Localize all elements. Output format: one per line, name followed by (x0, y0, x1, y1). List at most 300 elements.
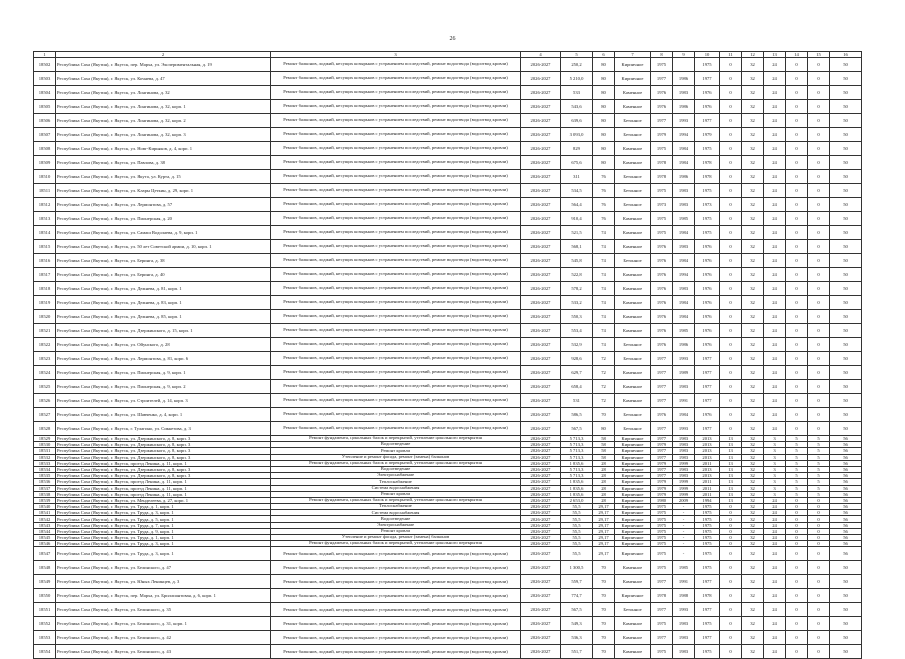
table-cell: 1989 (673, 366, 695, 380)
table-cell: 1994 (673, 268, 695, 282)
table-cell: 72 (593, 394, 615, 408)
column-header-15: 15 (808, 52, 830, 58)
table-cell: 928,6 (561, 352, 593, 366)
table-cell: Республика Саха (Якутия), г. Якутск, ул. Кочнева, д. 47 (56, 72, 271, 86)
table-cell: 55,5 (561, 510, 593, 516)
table-cell: 70 (593, 408, 615, 422)
table-cell: 56 (830, 448, 862, 454)
table-cell: 0 (720, 352, 742, 366)
table-cell: 5 (786, 442, 808, 448)
table-cell: Республика Саха (Якутия), г. Якутск, ул. Труда, д. 9, корп. 1 (56, 528, 271, 534)
table-cell: 50 (830, 380, 862, 394)
table-cell: Республика Саха (Якутия), г. Якутск, ул. Дежнева, д. 81, корп. 1 (56, 282, 271, 296)
table-cell: 24 (764, 254, 786, 268)
table-cell: Республика Саха (Якутия), г. Якутск, проезд Ленина, д. 11, корп. 1 (56, 460, 271, 466)
table-row (34, 296, 862, 310)
table-cell: 0 (786, 516, 808, 522)
table-cell: 578,2 (561, 282, 593, 296)
table-cell: Бетонное (615, 114, 651, 128)
table-cell: 0 (720, 631, 742, 645)
table-cell: 0 (808, 282, 830, 296)
table-cell: 32 (742, 366, 764, 380)
table-cell: 1977 (695, 114, 720, 128)
table-row (34, 184, 862, 198)
table-cell: 1979 (651, 491, 673, 497)
table-cell: Республика Саха (Якутия), г. Якутск, ул. Труда, д. 1, корп. 1 (56, 535, 271, 541)
table-cell: 13 (720, 497, 742, 503)
table-cell: Ремонт балконов, лоджий, несущих козырьков с устранением последствий, ремонт водоотвода (водоотвод кровли) (271, 282, 521, 296)
table-cell: 0 (808, 522, 830, 528)
table-cell: 0 (720, 170, 742, 184)
table-row (34, 58, 862, 72)
table-cell: 1 835,6 (561, 479, 593, 485)
table-cell: 24 (764, 497, 786, 503)
table-cell: 32 (742, 473, 764, 479)
table-cell: 80 (593, 128, 615, 142)
table-cell: 2026-2027 (521, 466, 561, 472)
table-cell: 0 (786, 72, 808, 86)
table-cell: Республика Саха (Якутия), г. Якутск, ул. Лонгинова, д. 32 (56, 86, 271, 100)
table-cell: 1976 (651, 296, 673, 310)
table-cell: 5 (808, 460, 830, 466)
table-cell: 24 (764, 617, 786, 631)
table-cell: Республика Саха (Якутия), г. Якутск, ул. Дзержинского, д. 8, корп. 3 (56, 466, 271, 472)
table-cell: 18518 (34, 282, 56, 296)
table-cell: 0 (808, 100, 830, 114)
table-cell: 0 (808, 254, 830, 268)
table-cell: 50 (830, 254, 862, 268)
table-cell: 0 (786, 528, 808, 534)
table-cell: 32 (742, 575, 764, 589)
table-cell: 1983 (673, 436, 695, 442)
table-cell: 2026-2027 (521, 460, 561, 466)
table-cell: Бетонное (615, 408, 651, 422)
table-cell: 24 (764, 184, 786, 198)
table-cell: 0 (808, 156, 830, 170)
table-cell: 0 (720, 268, 742, 282)
table-cell: Республика Саха (Якутия), г. Якутск, ул. Лермонтова, д. 57 (56, 198, 271, 212)
table-cell: Республика Саха (Якутия), г. Якутск, ул. Дзержинского, д. 8, корп. 3 (56, 436, 271, 442)
table-cell: 1986 (673, 338, 695, 352)
table-cell: 0 (786, 510, 808, 516)
table-cell: 5 (786, 466, 808, 472)
table-cell: Республика Саха (Якутия), г. Якутск, ул. Менделеева, д. 27, корп. 1 (56, 497, 271, 503)
table-cell: Водоотведение (271, 516, 521, 522)
table-cell: 56 (830, 436, 862, 442)
table-cell: 18534 (34, 466, 56, 472)
table-cell: 32 (742, 510, 764, 516)
table-cell: 5 (808, 491, 830, 497)
table-cell: 531 (561, 394, 593, 408)
table-cell: 0 (808, 268, 830, 282)
table-cell: 56 (830, 466, 862, 472)
table-cell: 50 (830, 394, 862, 408)
column-header-12: 12 (742, 52, 764, 58)
table-cell: 32 (742, 58, 764, 72)
table-cell: Каменное (615, 86, 651, 100)
table-cell: Водоотведение (271, 466, 521, 472)
table-cell: 1975 (651, 535, 673, 541)
table-cell: 18531 (34, 448, 56, 454)
table-cell: Электроснабжение (271, 473, 521, 479)
table-row (34, 254, 862, 268)
table-cell: 1975 (695, 212, 720, 226)
column-header-16: 16 (830, 52, 862, 58)
table-cell: Ремонт балконов, лоджий, несущих козырьков с устранением последствий, ремонт водоотвода (водоотвод кровли) (271, 226, 521, 240)
table-cell: 76 (593, 184, 615, 198)
table-cell: 50 (830, 282, 862, 296)
column-header-9: 9 (673, 52, 695, 58)
table-cell: 0 (720, 528, 742, 534)
table-cell: 24 (764, 310, 786, 324)
table-cell: Утепление и ремонт фасада, ремонт (замена) балконов (271, 454, 521, 460)
table-cell: 545,8 (561, 254, 593, 268)
table-cell: 1977 (695, 72, 720, 86)
table-cell: 1984 (673, 408, 695, 422)
table-cell: 2026-2027 (521, 408, 561, 422)
table-cell: 29,17 (593, 541, 615, 547)
table-cell: 50 (830, 338, 862, 352)
table-cell: 18516 (34, 254, 56, 268)
table-cell: 18515 (34, 240, 56, 254)
table-cell: Ремонт фундамента, цокольных балок и перекрытий, утепление цокольного перекрытия (271, 541, 521, 547)
table-cell: 18549 (34, 575, 56, 589)
table-cell: 24 (764, 504, 786, 510)
table-cell: 1975 (695, 504, 720, 510)
table-cell: 0 (786, 296, 808, 310)
table-cell: 56 (830, 442, 862, 448)
table-cell: 0 (808, 422, 830, 436)
table-cell: 56 (830, 504, 862, 510)
table-cell: 2026-2027 (521, 631, 561, 645)
table-cell: 2026-2027 (521, 226, 561, 240)
table-cell: 24 (764, 114, 786, 128)
table-cell: 5 210,0 (561, 72, 593, 86)
table-cell: 0 (786, 547, 808, 561)
table-cell: 29,17 (593, 522, 615, 528)
table-row (34, 170, 862, 184)
table-cell: 1983 (673, 631, 695, 645)
table-cell: Бетонное (615, 254, 651, 268)
table-cell: 56 (830, 522, 862, 528)
table-cell: 1979 (651, 479, 673, 485)
table-cell: 56 (830, 497, 862, 503)
table-cell: 1977 (651, 394, 673, 408)
table-cell: 18548 (34, 561, 56, 575)
table-cell: 0 (720, 114, 742, 128)
column-header-14: 14 (786, 52, 808, 58)
table-cell: 18523 (34, 352, 56, 366)
table-cell: 0 (720, 394, 742, 408)
table-cell: 2026-2027 (521, 310, 561, 324)
table-cell: Каменное (615, 142, 651, 156)
table-cell: 32 (742, 454, 764, 460)
table-cell: 0 (720, 645, 742, 659)
table-cell: - (673, 522, 695, 528)
table-cell: 72 (593, 366, 615, 380)
table-cell: 0 (808, 535, 830, 541)
table-cell: 32 (742, 522, 764, 528)
table-cell: 24 (764, 86, 786, 100)
table-cell: Ремонт балконов, лоджий, несущих козырьков с устранением последствий, ремонт водоотвода (водоотвод кровли) (271, 114, 521, 128)
table-cell: 18536 (34, 479, 56, 485)
table-cell: 18540 (34, 504, 56, 510)
table-cell: 24 (764, 535, 786, 541)
table-cell: 1977 (651, 466, 673, 472)
table-cell: 532,9 (561, 338, 593, 352)
table-cell: 1979 (651, 460, 673, 466)
table-cell: Ремонт балконов, лоджий, несущих козырьков с устранением последствий, ремонт водоотвода (водоотвод кровли) (271, 268, 521, 282)
table-cell: 829 (561, 142, 593, 156)
table-cell: Каменное (615, 100, 651, 114)
table-row (34, 282, 862, 296)
table-cell: 74 (593, 324, 615, 338)
table-cell: 32 (742, 436, 764, 442)
table-cell: 1977 (651, 454, 673, 460)
table-cell: Республика Саха (Якутия), г. Якутск, ул. Пионерская, д. 20 (56, 212, 271, 226)
table-cell: 0 (786, 366, 808, 380)
table-cell: Ремонт балконов, лоджий, несущих козырьков с устранением последствий, ремонт водоотвода (водоотвод кровли) (271, 575, 521, 589)
table-cell: 2026-2027 (521, 170, 561, 184)
table-cell: 2026-2027 (521, 380, 561, 394)
table-cell: 2026-2027 (521, 479, 561, 485)
table-cell: Республика Саха (Якутия), г. Якутск, ул. Дежнева, д. 85, корп. 1 (56, 310, 271, 324)
table-cell: 74 (593, 310, 615, 324)
table-cell: Республика Саха (Якутия), г. Якутск, ул. Белинского, д. 43 (56, 645, 271, 659)
table-cell: 0 (786, 310, 808, 324)
table-cell: Республика Саха (Якутия), г. Якутск, ул. Новг-Кирьяков, д. 4, корп. 1 (56, 142, 271, 156)
table-cell: 2026-2027 (521, 535, 561, 541)
table-cell: 1975 (695, 561, 720, 575)
table-cell: 50 (830, 72, 862, 86)
table-cell: 1991 (673, 394, 695, 408)
table-cell: 1975 (651, 184, 673, 198)
table-cell: 56 (830, 535, 862, 541)
table-cell: 13 (720, 460, 742, 466)
table-cell: Ремонт балконов, лоджий, несущих козырьков с устранением последствий, ремонт водоотвода (водоотвод кровли) (271, 366, 521, 380)
table-cell: 1 835,6 (561, 460, 593, 466)
table-cell: 1975 (651, 522, 673, 528)
table-cell: 32 (742, 86, 764, 100)
table-cell: Каменное (615, 226, 651, 240)
table-cell: 24 (764, 561, 786, 575)
table-cell: 2026-2027 (521, 254, 561, 268)
table-cell: 50 (830, 226, 862, 240)
table-cell: 0 (720, 504, 742, 510)
table-cell: 2026-2027 (521, 645, 561, 659)
table-cell: 32 (742, 226, 764, 240)
table-cell: 32 (742, 603, 764, 617)
table-row (34, 575, 862, 589)
table-cell: Утепление и ремонт фасада, ремонт (замена) балконов (271, 535, 521, 541)
table-cell: 24 (764, 324, 786, 338)
table-cell: 80 (593, 100, 615, 114)
table-cell: 1977 (651, 575, 673, 589)
table-cell: Каменное (615, 324, 651, 338)
table-cell: 0 (786, 394, 808, 408)
table-cell: Ремонт балконов, лоджий, несущих козырьков с устранением последствий, ремонт водоотвода (водоотвод кровли) (271, 547, 521, 561)
table-cell: Кирпичное (615, 466, 651, 472)
table-cell: 1983 (673, 473, 695, 479)
table-cell: Республика Саха (Якутия), г. Якутск, ул. Дзержинского, д. 8, корп. 3 (56, 448, 271, 454)
table-cell: 2026-2027 (521, 58, 561, 72)
table-cell: 32 (742, 338, 764, 352)
table-cell: 1983 (673, 454, 695, 460)
table-cell: 2013 (695, 436, 720, 442)
table-cell: 1 835,6 (561, 485, 593, 491)
table-cell: 1977 (651, 422, 673, 436)
table-cell: 0 (720, 617, 742, 631)
table-cell: 32 (742, 485, 764, 491)
table-cell: 3 (764, 448, 786, 454)
table-cell: 0 (786, 380, 808, 394)
table-cell: 1994 (673, 128, 695, 142)
table-cell: Каменное (615, 380, 651, 394)
table-cell: 1977 (695, 380, 720, 394)
table-cell: 13 (720, 442, 742, 448)
table-cell: 0 (720, 324, 742, 338)
table-cell: Республика Саха (Якутия), г. Якутск, ул. Труда, д. 3, корп. 1 (56, 541, 271, 547)
table-cell: 50 (830, 575, 862, 589)
table-cell: 1976 (651, 338, 673, 352)
table-cell: 5 (808, 448, 830, 454)
table-cell: 311 (561, 170, 593, 184)
table-cell: 29,17 (593, 510, 615, 516)
table-cell: 50 (830, 408, 862, 422)
table-cell: 2026-2027 (521, 198, 561, 212)
table-cell: 0 (786, 142, 808, 156)
table-cell: 74 (593, 282, 615, 296)
table-cell: Кирпичное (615, 510, 651, 516)
table-cell: 0 (720, 338, 742, 352)
table-cell: 18524 (34, 366, 56, 380)
table-cell: 0 (808, 184, 830, 198)
table-cell: 5 713,3 (561, 454, 593, 460)
table-cell: 1977 (695, 394, 720, 408)
table-cell: 0 (808, 198, 830, 212)
table-cell: 2026-2027 (521, 352, 561, 366)
table-cell: 2026-2027 (521, 142, 561, 156)
table-cell: 543,6 (561, 100, 593, 114)
table-cell: Каменное (615, 575, 651, 589)
table-cell: 18532 (34, 454, 56, 460)
table-cell: 76 (593, 212, 615, 226)
table-cell: Республика Саха (Якутия), г. Якутск, ул. Юных Ленинцев, д. 3 (56, 575, 271, 589)
table-cell: 0 (786, 575, 808, 589)
table-cell: 1975 (651, 645, 673, 659)
table-cell: Ремонт балконов, лоджий, несущих козырьков с устранением последствий, ремонт водоотвода (водоотвод кровли) (271, 212, 521, 226)
table-cell: 2026-2027 (521, 497, 561, 503)
table-cell: 13 (720, 473, 742, 479)
table-cell: - (673, 510, 695, 516)
table-cell: 0 (786, 170, 808, 184)
table-cell: 13 (720, 448, 742, 454)
table-cell: 13 (720, 466, 742, 472)
table-cell: 1975 (695, 184, 720, 198)
table-cell: 24 (764, 352, 786, 366)
table-cell: 0 (808, 338, 830, 352)
table-cell: 50 (830, 184, 862, 198)
table-cell: 0 (786, 254, 808, 268)
table-cell: Система водоснабжения (271, 485, 521, 491)
table-cell: 24 (764, 268, 786, 282)
table-cell: 0 (720, 254, 742, 268)
table-cell: 50 (830, 366, 862, 380)
table-cell: 0 (786, 58, 808, 72)
table-cell: 1975 (695, 645, 720, 659)
table-cell: Теплоснабжение (271, 479, 521, 485)
column-header-2: 2 (56, 52, 271, 58)
table-cell: 0 (720, 541, 742, 547)
table-cell: Республика Саха (Якутия), г. Якутск, пер. Марха, ул. Экспериментальная, д. 19 (56, 58, 271, 72)
table-cell: 55,5 (561, 528, 593, 534)
table-cell: 0 (720, 408, 742, 422)
table-cell: 32 (742, 128, 764, 142)
table-cell: Каменное (615, 282, 651, 296)
table-cell: 0 (786, 617, 808, 631)
column-header-7: 7 (615, 52, 651, 58)
table-cell: 0 (720, 380, 742, 394)
table-row (34, 617, 862, 631)
table-cell: 1975 (651, 516, 673, 522)
table-cell: Ремонт балконов, лоджий, несущих козырьков с устранением последствий, ремонт водоотвода (водоотвод кровли) (271, 422, 521, 436)
table-cell: 5 (808, 454, 830, 460)
table-cell: Республика Саха (Якутия), г. Якутск, проезд Ленина, д. 11, корп. 1 (56, 479, 271, 485)
table-cell: 564,4 (561, 198, 593, 212)
table-cell: Республика Саха (Якутия), г. Якутск, ул. Труда, д. 5, корп. 1 (56, 516, 271, 522)
table-cell: 24 (764, 198, 786, 212)
table-cell: Каменное (615, 645, 651, 659)
table-cell: 1976 (695, 100, 720, 114)
column-header-10: 10 (695, 52, 720, 58)
table-cell: 2026-2027 (521, 442, 561, 448)
table-cell: Ремонт балконов, лоджий, несущих козырьков с устранением последствий, ремонт водоотвода (водоотвод кровли) (271, 142, 521, 156)
table-row (34, 268, 862, 282)
table-cell: 1977 (695, 631, 720, 645)
table-cell: 1975 (695, 535, 720, 541)
table-cell: 18535 (34, 473, 56, 479)
table-cell: Каменное (615, 631, 651, 645)
table-cell: Республика Саха (Якутия), г. Якутск, ул. Шавченко, д. 4, корп. 1 (56, 408, 271, 422)
table-cell: 24 (764, 541, 786, 547)
table-cell: 1979 (695, 128, 720, 142)
table-cell: 2026-2027 (521, 114, 561, 128)
table-cell: 0 (786, 324, 808, 338)
table-cell: 1993 (673, 114, 695, 128)
table-cell: Ремонт балконов, лоджий, несущих козырьков с устранением последствий, ремонт водоотвода (водоотвод кровли) (271, 156, 521, 170)
table-cell: 32 (742, 254, 764, 268)
table-cell: Ремонт фундамента, цокольных балок и перекрытий, утепление цокольного перекрытия (271, 497, 521, 503)
table-cell: Каменное (615, 617, 651, 631)
table-cell: 3 (764, 454, 786, 460)
table-cell: 18512 (34, 198, 56, 212)
table-cell: - (673, 547, 695, 561)
table-row (34, 212, 862, 226)
table-cell: 5 (808, 466, 830, 472)
table-cell: 0 (720, 589, 742, 603)
table-cell: 1976 (695, 408, 720, 422)
table-cell: Ремонт балконов, лоджий, несущих козырьков с устранением последствий, ремонт водоотвода (водоотвод кровли) (271, 296, 521, 310)
table-cell: 32 (742, 497, 764, 503)
table-cell: 0 (786, 422, 808, 436)
table-cell: - (673, 535, 695, 541)
table-cell: 1979 (651, 442, 673, 448)
table-cell: Бетонное (615, 170, 651, 184)
table-cell: 774,7 (561, 589, 593, 603)
table-cell: 2026-2027 (521, 338, 561, 352)
table-cell: 13 (720, 485, 742, 491)
table-cell: 50 (830, 631, 862, 645)
